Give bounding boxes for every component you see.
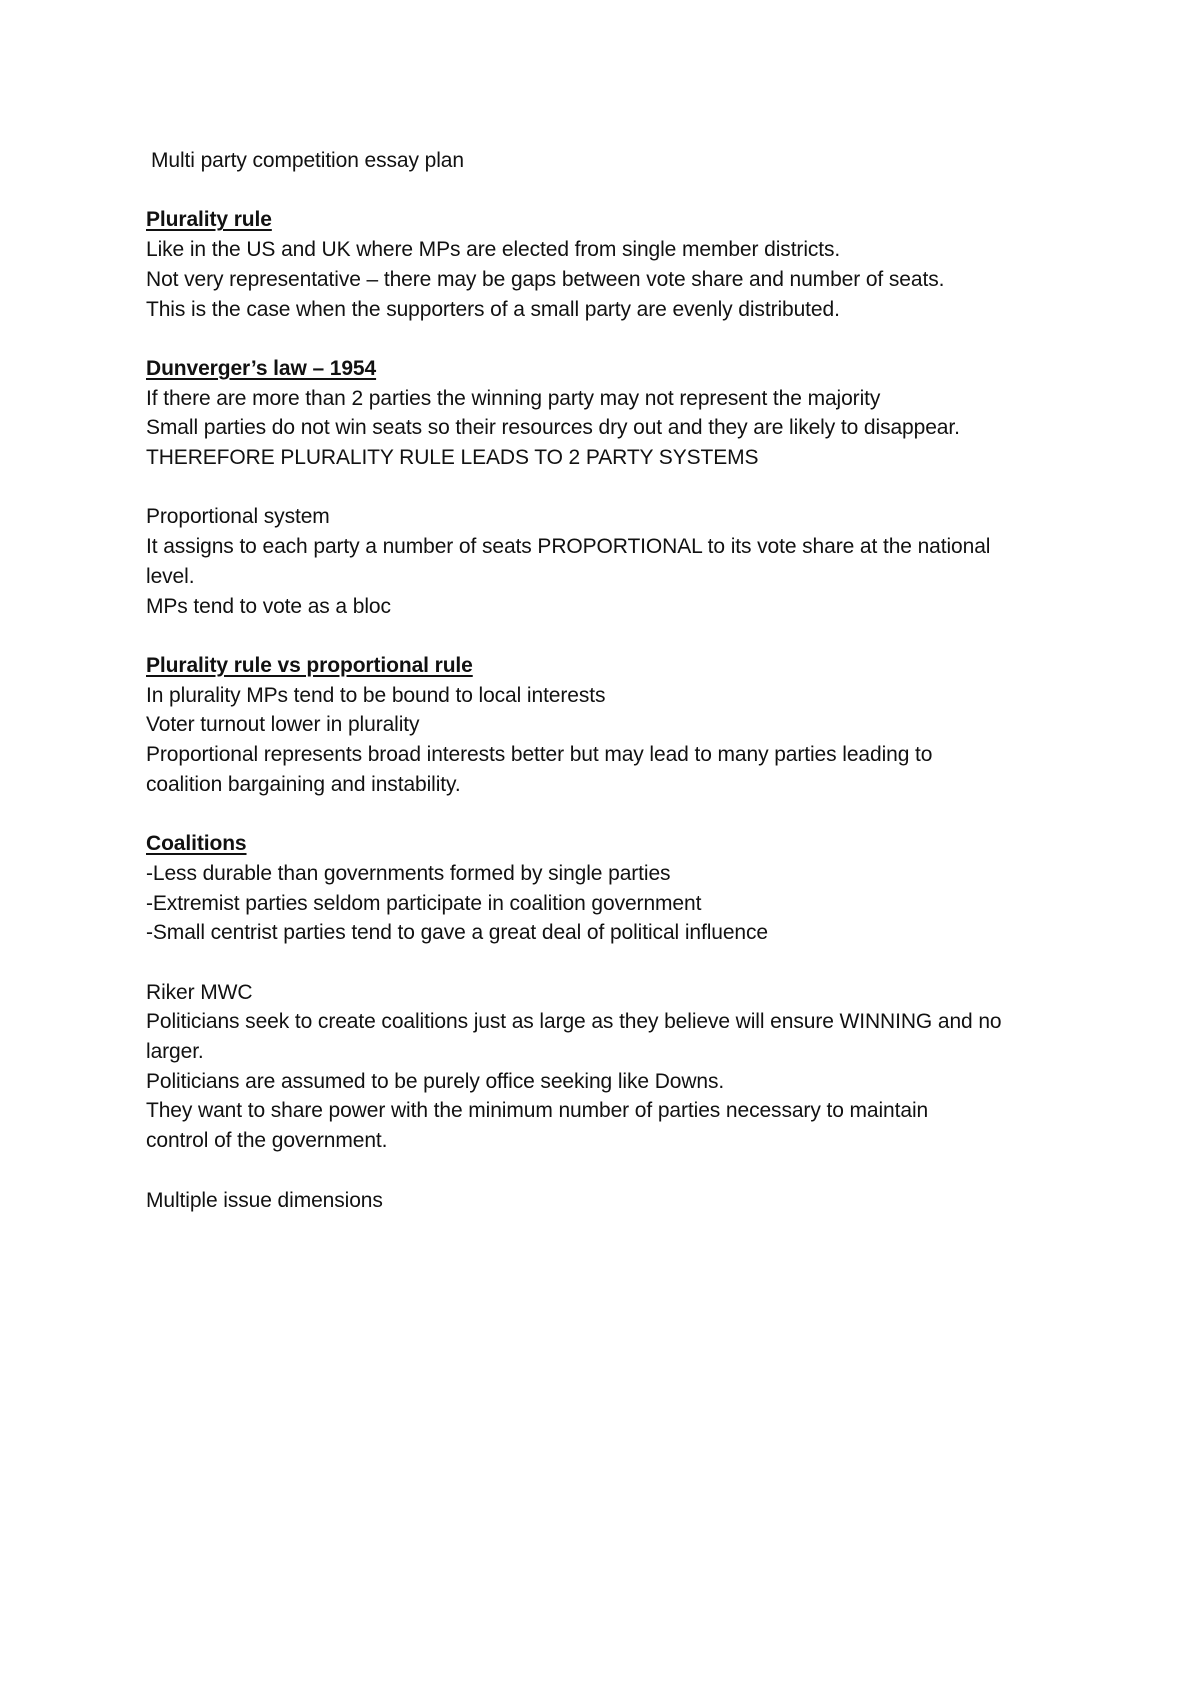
section-line: If there are more than 2 parties the winning party may not represent the majority	[146, 386, 881, 410]
section-line: This is the case when the supporters of a small party are evenly distributed.	[146, 297, 840, 321]
section-plurality-vs-proportional	[146, 651, 1076, 800]
document-body	[146, 146, 1076, 1215]
section-heading: Multiple issue dimensions	[146, 1188, 383, 1212]
section-line: -Extremist parties seldom participate in coalition government	[146, 891, 702, 915]
section-line: -Less durable than governments formed by single parties	[146, 861, 671, 885]
section-heading: Plurality rule	[146, 208, 272, 232]
section-heading: Riker MWC	[146, 980, 253, 1004]
section-line: larger.	[146, 1040, 204, 1063]
section-heading: Proportional system	[146, 505, 330, 529]
section-line: Small parties do not win seats so their resources dry out and they are likely to disappear.	[146, 416, 960, 440]
section-heading: Dunverger’s law – 1954	[146, 356, 377, 380]
section-line: Not very representative – there may be gaps between vote share and number of seats.	[146, 267, 945, 291]
section-line: Politicians seek to create coalitions just as large as they believe will ensure WINNING and no	[146, 1010, 1002, 1034]
section-proportional-system	[146, 502, 1076, 621]
section-multiple-issue-dimensions	[146, 1186, 1076, 1216]
section-line: MPs tend to vote as a bloc	[146, 594, 391, 618]
section-line: control of the government.	[146, 1129, 388, 1153]
section-duvergers-law	[146, 354, 1076, 473]
section-line: They want to share power with the minimum number of parties necessary to maintain	[146, 1099, 929, 1123]
section-line: level.	[146, 564, 195, 588]
section-line: -Small centrist parties tend to gave a great deal of political influence	[146, 921, 768, 945]
section-plurality-rule	[146, 205, 1076, 324]
section-coalitions	[146, 829, 1076, 948]
section-line: coalition bargaining and instability.	[146, 772, 461, 796]
section-heading: Plurality rule vs proportional rule	[146, 653, 473, 677]
section-line: Like in the US and UK where MPs are elected from single member districts.	[146, 238, 841, 262]
section-line: Voter turnout lower in plurality	[146, 713, 420, 737]
section-line: Politicians are assumed to be purely office seeking like Downs.	[146, 1069, 725, 1093]
section-heading: Coalitions	[146, 832, 247, 856]
section-line: In plurality MPs tend to be bound to local interests	[146, 683, 606, 707]
section-line: Proportional represents broad interests better but may lead to many parties leading to	[146, 743, 933, 766]
section-line: THEREFORE PLURALITY RULE LEADS TO 2 PARTY SYSTEMS	[146, 446, 759, 469]
section-line: It assigns to each party a number of seats PROPORTIONAL to its vote share at the national	[146, 535, 991, 559]
document-title: Multi party competition essay plan	[151, 149, 464, 172]
section-riker-mwc	[146, 978, 1076, 1156]
